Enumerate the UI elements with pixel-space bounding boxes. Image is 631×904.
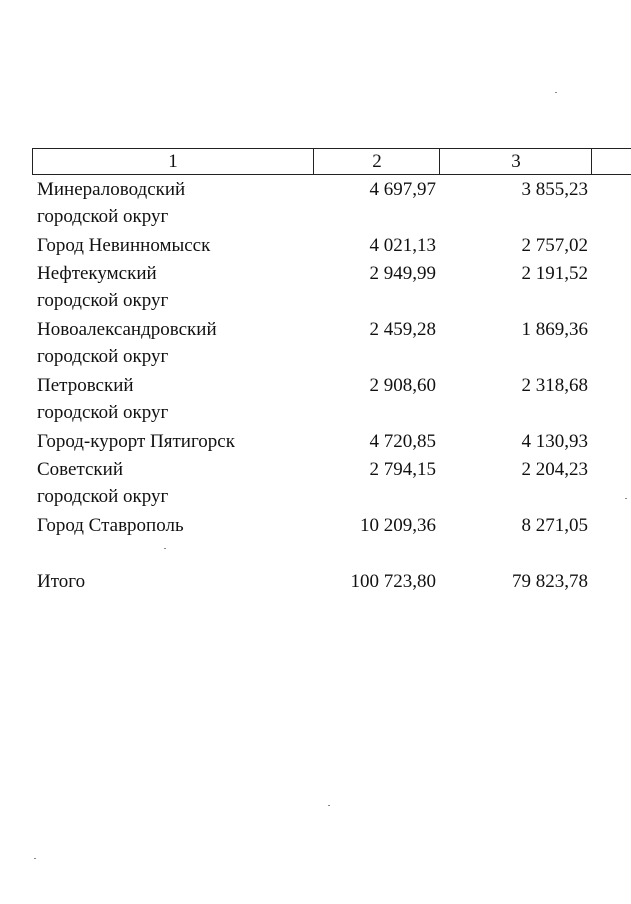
- row-value-col3: 2 204,23: [521, 459, 588, 480]
- table-row: [0, 428, 631, 456]
- row-name: Нефтекумский городской округ: [37, 263, 169, 311]
- table-row: [0, 260, 631, 316]
- scan-speck: [328, 805, 330, 806]
- column-number-3: 3: [439, 149, 592, 174]
- row-name: Город Ставрополь: [37, 515, 184, 536]
- scan-speck: [164, 548, 166, 549]
- row-value-col3: 2 191,52: [521, 263, 588, 284]
- table-row: [0, 512, 631, 540]
- scan-speck: [555, 92, 557, 93]
- row-value-col2: 10 209,36: [360, 515, 436, 536]
- row-value-col2: 4 021,13: [369, 235, 436, 256]
- table-body: [0, 176, 631, 596]
- row-name: Советский городской округ: [37, 459, 169, 507]
- total-label: Итого: [37, 571, 86, 592]
- row-value-col3: 2 318,68: [521, 375, 588, 396]
- table-row: [0, 372, 631, 428]
- table-row: [0, 316, 631, 372]
- row-value-col3: 2 757,02: [521, 235, 588, 256]
- column-number-2: 2: [313, 149, 440, 174]
- row-value-col2: 2 908,60: [369, 375, 436, 396]
- row-value-col2: 2 459,28: [369, 319, 436, 340]
- scan-speck: [34, 858, 36, 859]
- row-name: Город Невинномысск: [37, 235, 211, 256]
- table-row: [0, 456, 631, 512]
- row-value-col3: 8 271,05: [521, 515, 588, 536]
- row-name: Новоалександровский городской округ: [37, 319, 217, 367]
- row-value-col2: 4 720,85: [369, 431, 436, 452]
- row-value-col3: 4 130,93: [521, 431, 588, 452]
- scan-speck: [625, 498, 627, 499]
- total-value-col3: 79 823,78: [512, 571, 588, 592]
- row-value-col2: 2 949,99: [369, 263, 436, 284]
- table-row: [0, 176, 631, 232]
- total-value-col2: 100 723,80: [350, 571, 436, 592]
- column-number-4: [591, 149, 631, 174]
- table-header-row: [32, 148, 631, 175]
- table-row: [0, 232, 631, 260]
- column-number-1: 1: [168, 151, 178, 172]
- row-value-col2: 4 697,97: [369, 179, 436, 200]
- row-name: Минераловодский городской округ: [37, 179, 186, 227]
- total-row: [0, 568, 631, 596]
- row-value-col3: 3 855,23: [521, 179, 588, 200]
- row-value-col2: 2 794,15: [369, 459, 436, 480]
- row-name: Петровский городской округ: [37, 375, 169, 423]
- row-value-col3: 1 869,36: [521, 319, 588, 340]
- row-name: Город-курорт Пятигорск: [37, 431, 235, 452]
